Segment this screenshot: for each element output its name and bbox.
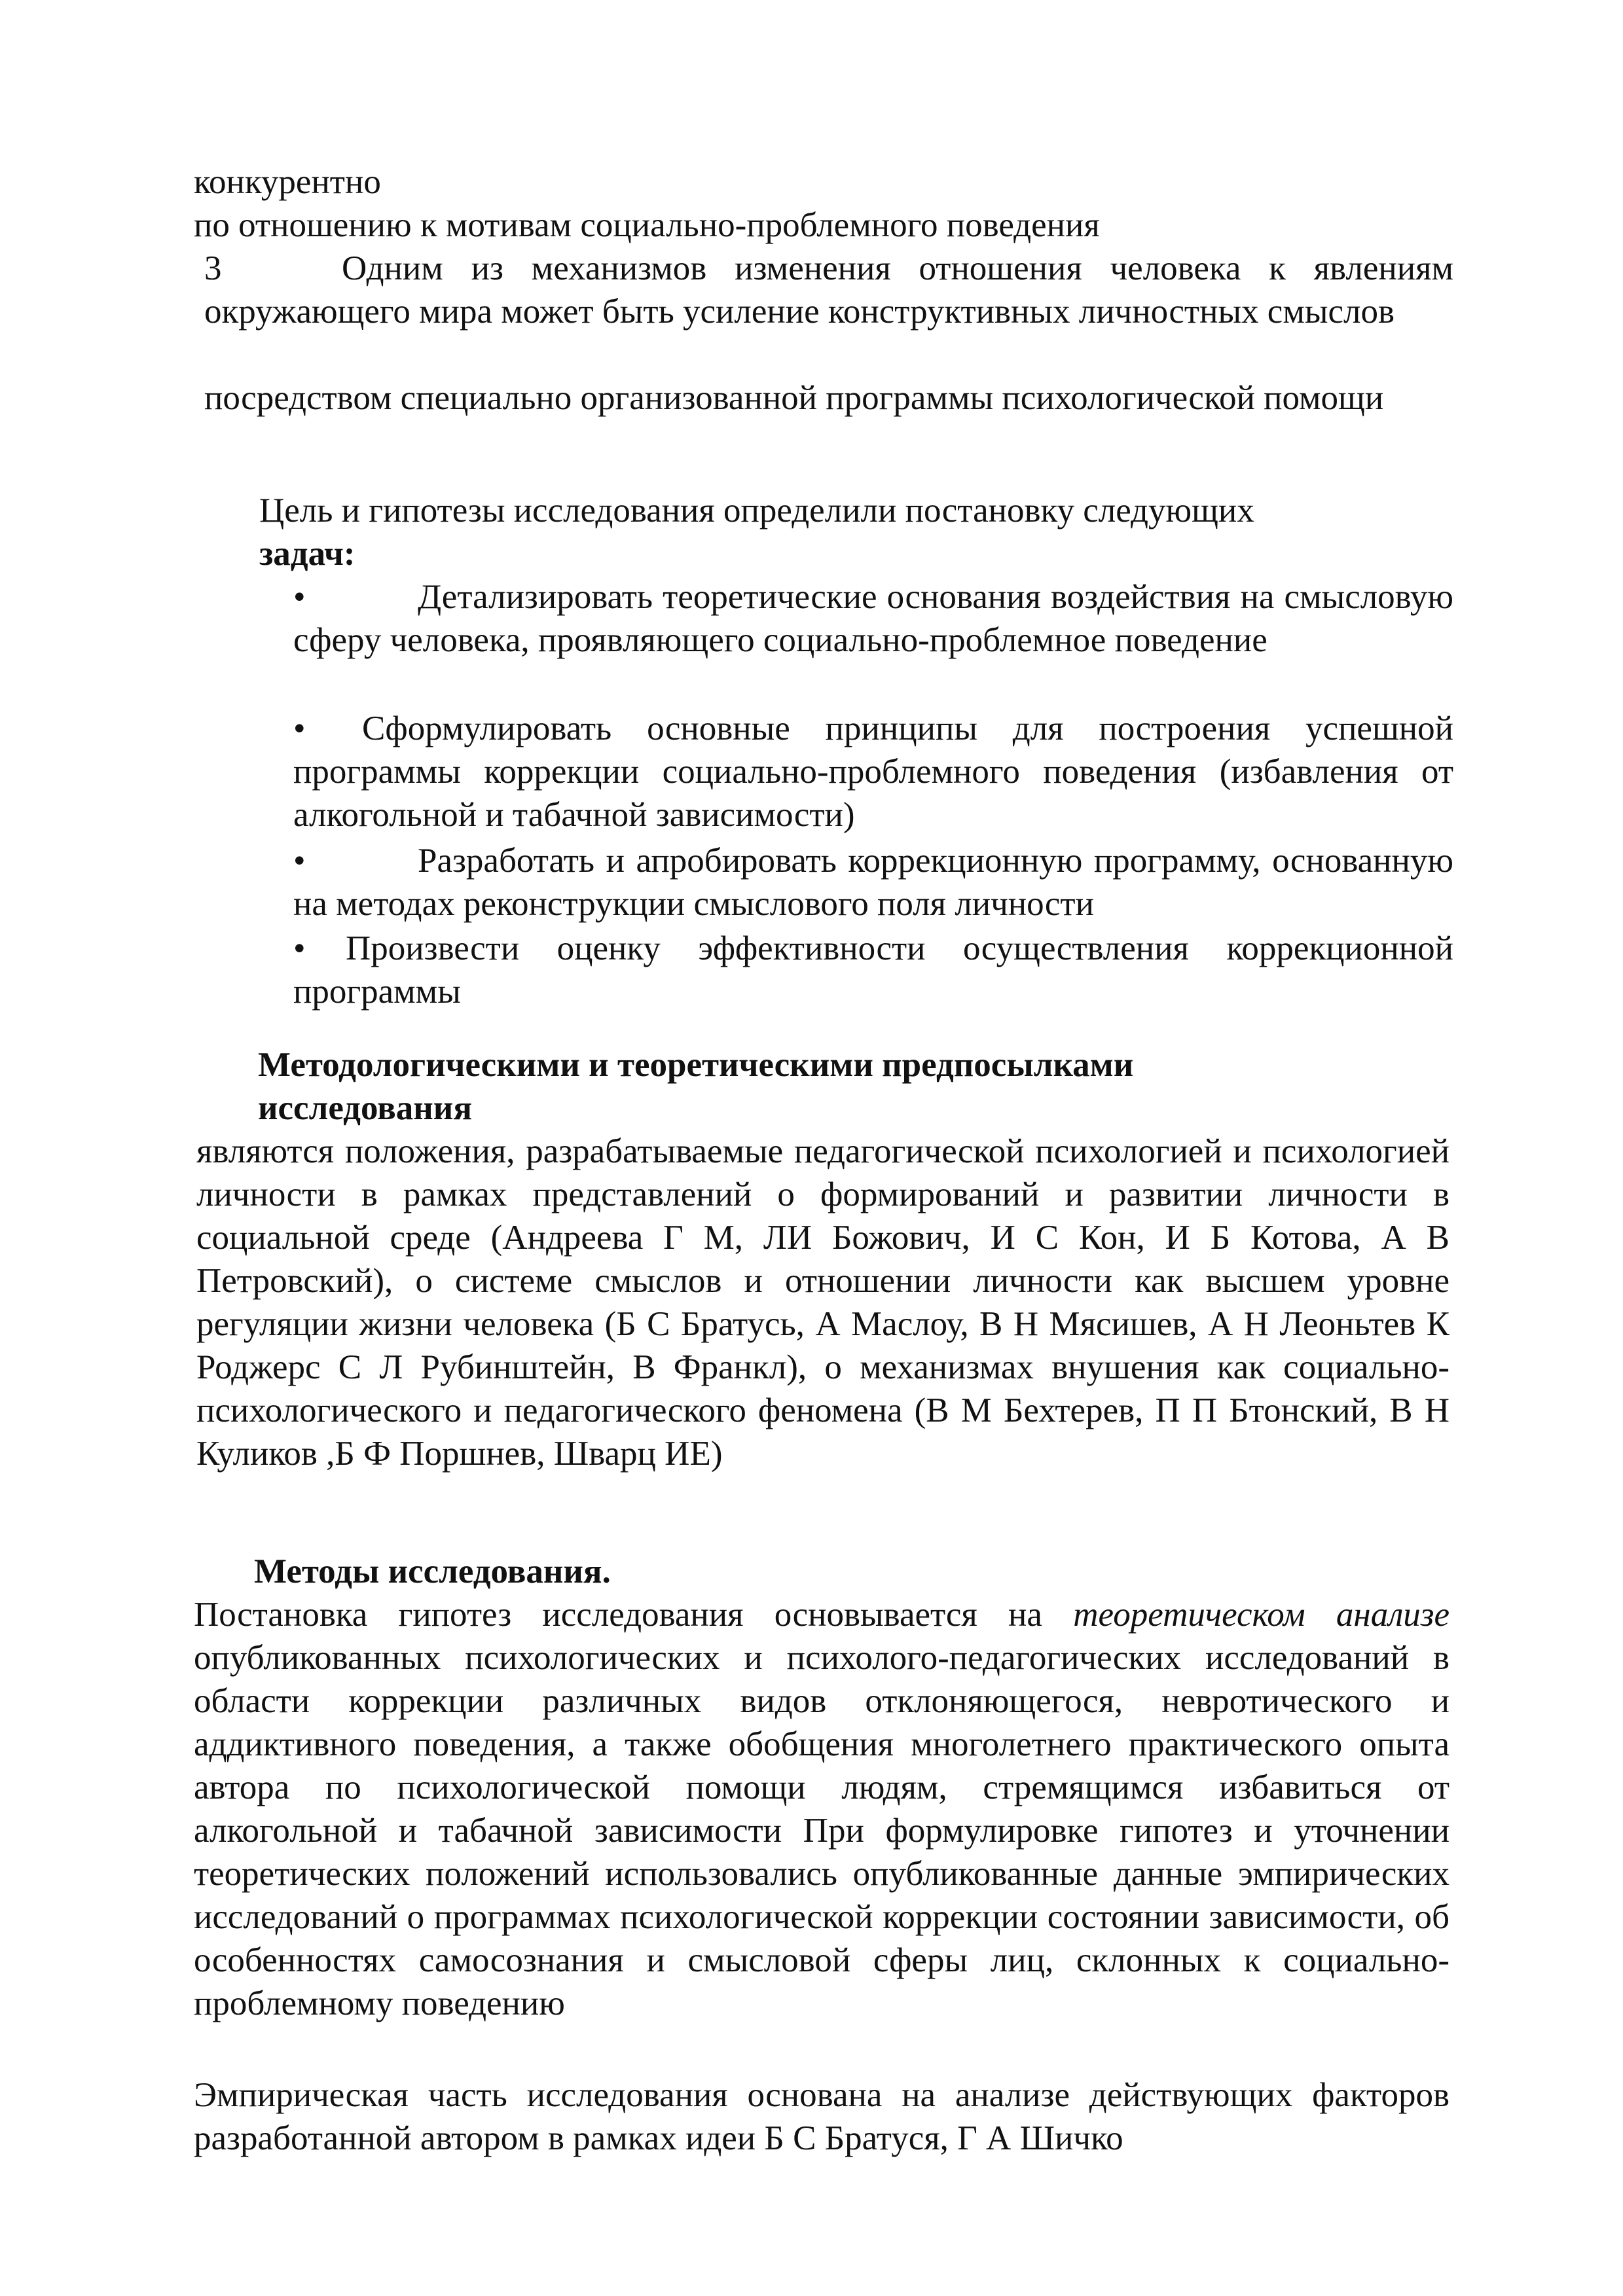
bullet-icon: • — [293, 578, 306, 616]
bullet-icon: • — [293, 842, 306, 880]
intro-line-2: по отношению к мотивам социально-проблемного поведения — [194, 206, 1100, 244]
hypothesis-text-part1: Одним из механизмов изменения отношения человека к явлениям окружающего мира может быть усиление конструктивных личностных смыслов — [204, 249, 1453, 331]
methods-heading: Методы исследования. — [254, 1552, 611, 1590]
hypothesis-3-continued: посредством специально организованной программы психологической помощи — [204, 379, 1384, 417]
methodology-heading-line-2: исследования — [258, 1089, 473, 1127]
methods-text-before-italic: Постановка гипотез исследования основывается на — [194, 1596, 1074, 1634]
hypothesis-3 — [204, 247, 1453, 333]
task-item — [293, 927, 1453, 1013]
methodology-heading-line-1: Методологическими и теоретическими предпосылками — [258, 1046, 1134, 1084]
task-item-text: Разработать и апробировать коррекционную программу, основанную на методах реконструкции смыслового поля личности — [293, 842, 1453, 923]
methods-paragraph-2: Эмпирическая часть исследования основана на анализе действующих факторов разработанной автором в рамках идеи Б С Братуся, Г А Шичко — [194, 2076, 1450, 2157]
task-item — [293, 839, 1453, 925]
task-item-text: Детализировать теоретические основания воздействия на смысловую сферу человека, проявляющего социально-проблемное поведение — [293, 578, 1453, 659]
tasks-heading: задач: — [259, 535, 356, 573]
methods-paragraph-1 — [194, 1593, 1450, 2025]
bullet-icon: • — [293, 709, 306, 747]
task-item — [293, 575, 1453, 662]
task-item-text: Сформулировать основные принципы для построения успешной программы коррекции социально-проблемного поведения (избавления от алкогольной и табачной зависимости) — [293, 709, 1453, 834]
task-item — [293, 707, 1453, 836]
task-item-text: Произвести оценку эффективности осуществления коррекционной программы — [293, 929, 1453, 1011]
methods-text-after-italic: опубликованных психологических и психолого-педагогических исследований в области коррекции различных видов отклоняющегося, невротического и аддиктивного поведения, а также обобщения многолетнего практического опыта автора по психологической помощи людям, стремящимся избавиться от алкогольной и табачной зависимости При формулировке гипотез и уточнении теоретических положений использовались опубликованные данные эмпирических исследований о программах психологической коррекции состоянии зависимости, об особенностях самосознания и смысловой сферы лиц, склонных к социально-проблемному поведению — [194, 1639, 1450, 2022]
hypothesis-number: 3 — [204, 249, 222, 287]
intro-line-1: конкурентно — [194, 163, 381, 201]
methods-text-italic: теоретическом анализе — [1073, 1596, 1450, 1634]
tasks-intro: Цель и гипотезы исследования определили постановку следующих — [259, 492, 1254, 529]
bullet-icon: • — [293, 929, 306, 967]
methodology-body: являются положения, разрабатываемые педагогической психологией и психологией личности в рамках представлений о формирований и развитии личности в социальной среде (Андреева Г М, ЛИ Божович, И С Кон, И Б Котова, А В Петровский), о системе смыслов и отношении личности как высшем уровне регуляции жизни человека (Б С Братусь, А Маслоу, В Н Мясишев, А Н Леоньтев К Роджерс С Л Рубинштейн, В Франкл), о механизмах внушения как социально-психологического и педагогического феномена (В М Бехтерев, П П Бтонский, В Н Куликов ,Б Ф Поршнев, Шварц ИЕ) — [196, 1132, 1450, 1473]
